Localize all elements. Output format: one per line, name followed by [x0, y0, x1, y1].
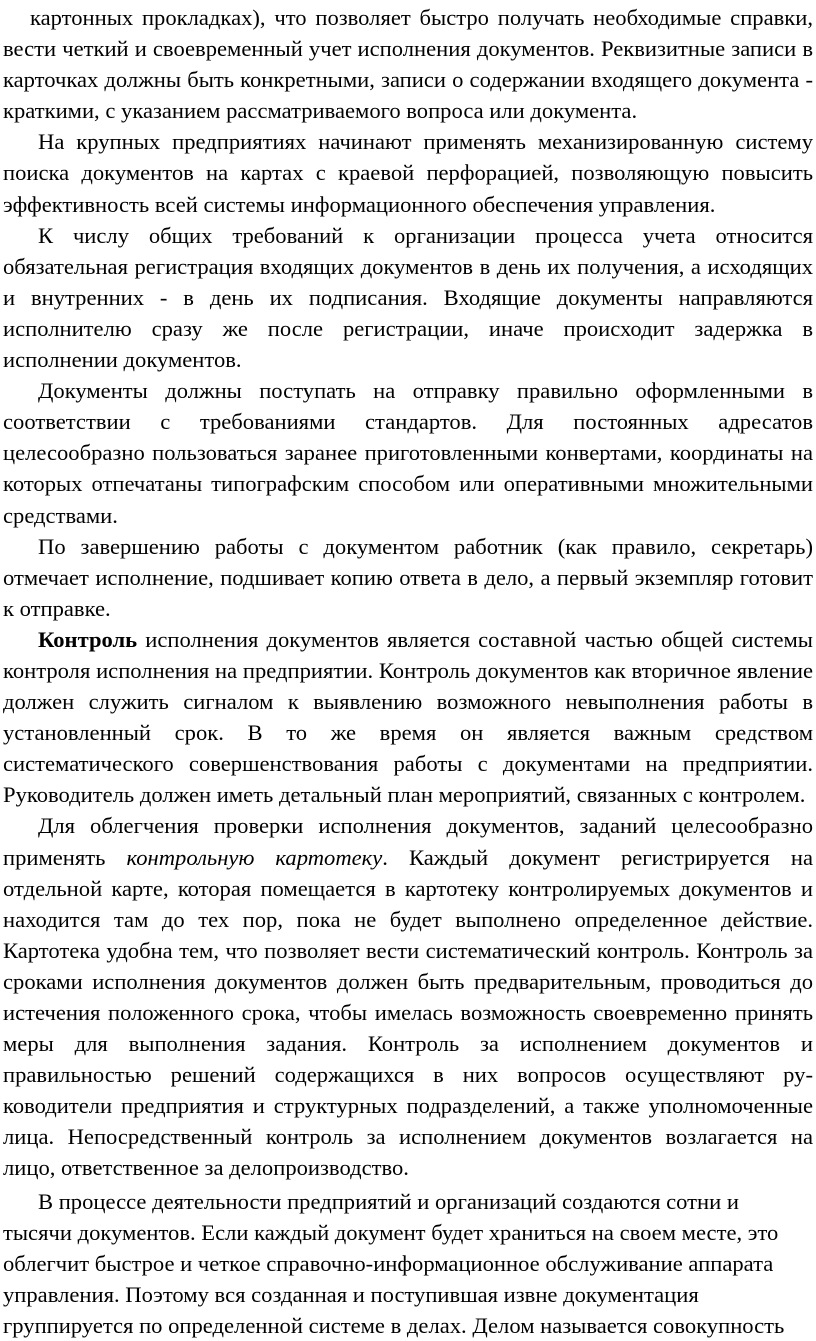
paragraph-7-text: . Каждый документ регистрируется на отдельной карте, которая помещается в картотеку контролируемых документов и находится там до тех пор, пока не будет выполнено определенное действие. Картотека удобна тем, что позволяет вести систематический контроль. Контроль за сроками исполнения документов должен быть предварительным, проводиться до истечения положенного срока, чтобы имелась возможность своевременно принять меры для выполнения задания. Контроль за исполнением документов и правильностью решений содержащихся в них вопросов осуществляют руководители предприятия и структурных подразделений, а также уполномоченные лица. Непосредственный контроль за исполнением документов возлагается на лицо, ответственное за делопроизводство. [3, 844, 813, 1181]
paragraph-1: картонных прокладках), что позволяет быстро получать необходимые справки, вести четкий и своевременный учет исполнения документов. Реквизитные записи в карточках должны быть конкретными, записи о содержании входящего документа - краткими, с указанием рассматриваемого вопроса или документа. [3, 5, 813, 124]
paragraph-7-lead: Для облегчения проверки исполнения документов, заданий целесообразно применять [3, 813, 813, 870]
paragraph-6 [3, 624, 813, 811]
paragraph-6-text: исполнения документов является составной частью общей системы контроля исполнения на предприятии. Контроль документов как вторичное явление должен служить сигналом к выявлению возможного невыполнения работы в установленный срок. В то же время он является важным средством систематического совершенствования работы с документами на предприятии. Руководитель должен иметь детальный план мероприятий, связанных с контролем. [3, 626, 813, 808]
paragraph-4: Документы должны поступать на отправку правильно оформленными в соответствии с требованиями стандартов. Для постоянных адресатов целесообразно пользоваться заранее приготовленными конвертами, координаты на которых отпечатаны типографским способом или оперативными множительными средствами. [3, 378, 813, 528]
control-term: Контроль [38, 626, 138, 652]
paragraph-7 [3, 810, 813, 1183]
paragraph-5: По завершению работы с документом работник (как правило, секретарь) отмечает исполнение, подшивает копию ответа в дело, а первый экземпляр готовит к отправке. [3, 533, 813, 621]
paragraph-8: В процессе деятельности предприятий и организаций создаются сотни и тысячи документов. Если каждый документ будет храниться на своем месте, это облегчит быстрое и четкое справочно-информационное обслуживание аппарата управления. Поэтому вся созданная и поступившая извне документация группируется по определенной системе в делах. Делом называется совокупность [3, 1188, 785, 1338]
paragraph-3: К числу общих требований к организации процесса учета относится обязательная регистрация входящих документов в день их получения, а исходящих и внутренних - в день их подписания. Входящие документы направляются исполнителю сразу же после регистрации, иначе происходит задержка в исполнении документов. [3, 222, 813, 373]
control-file-term: контрольную картотеку [126, 844, 383, 870]
paragraph-2: На крупных предприятиях начинают применять механизированную систему поиска документов на картах с краевой перфорацией, позволяющую повысить эффективность всей системы информационного обеспечения управления. [3, 129, 813, 217]
